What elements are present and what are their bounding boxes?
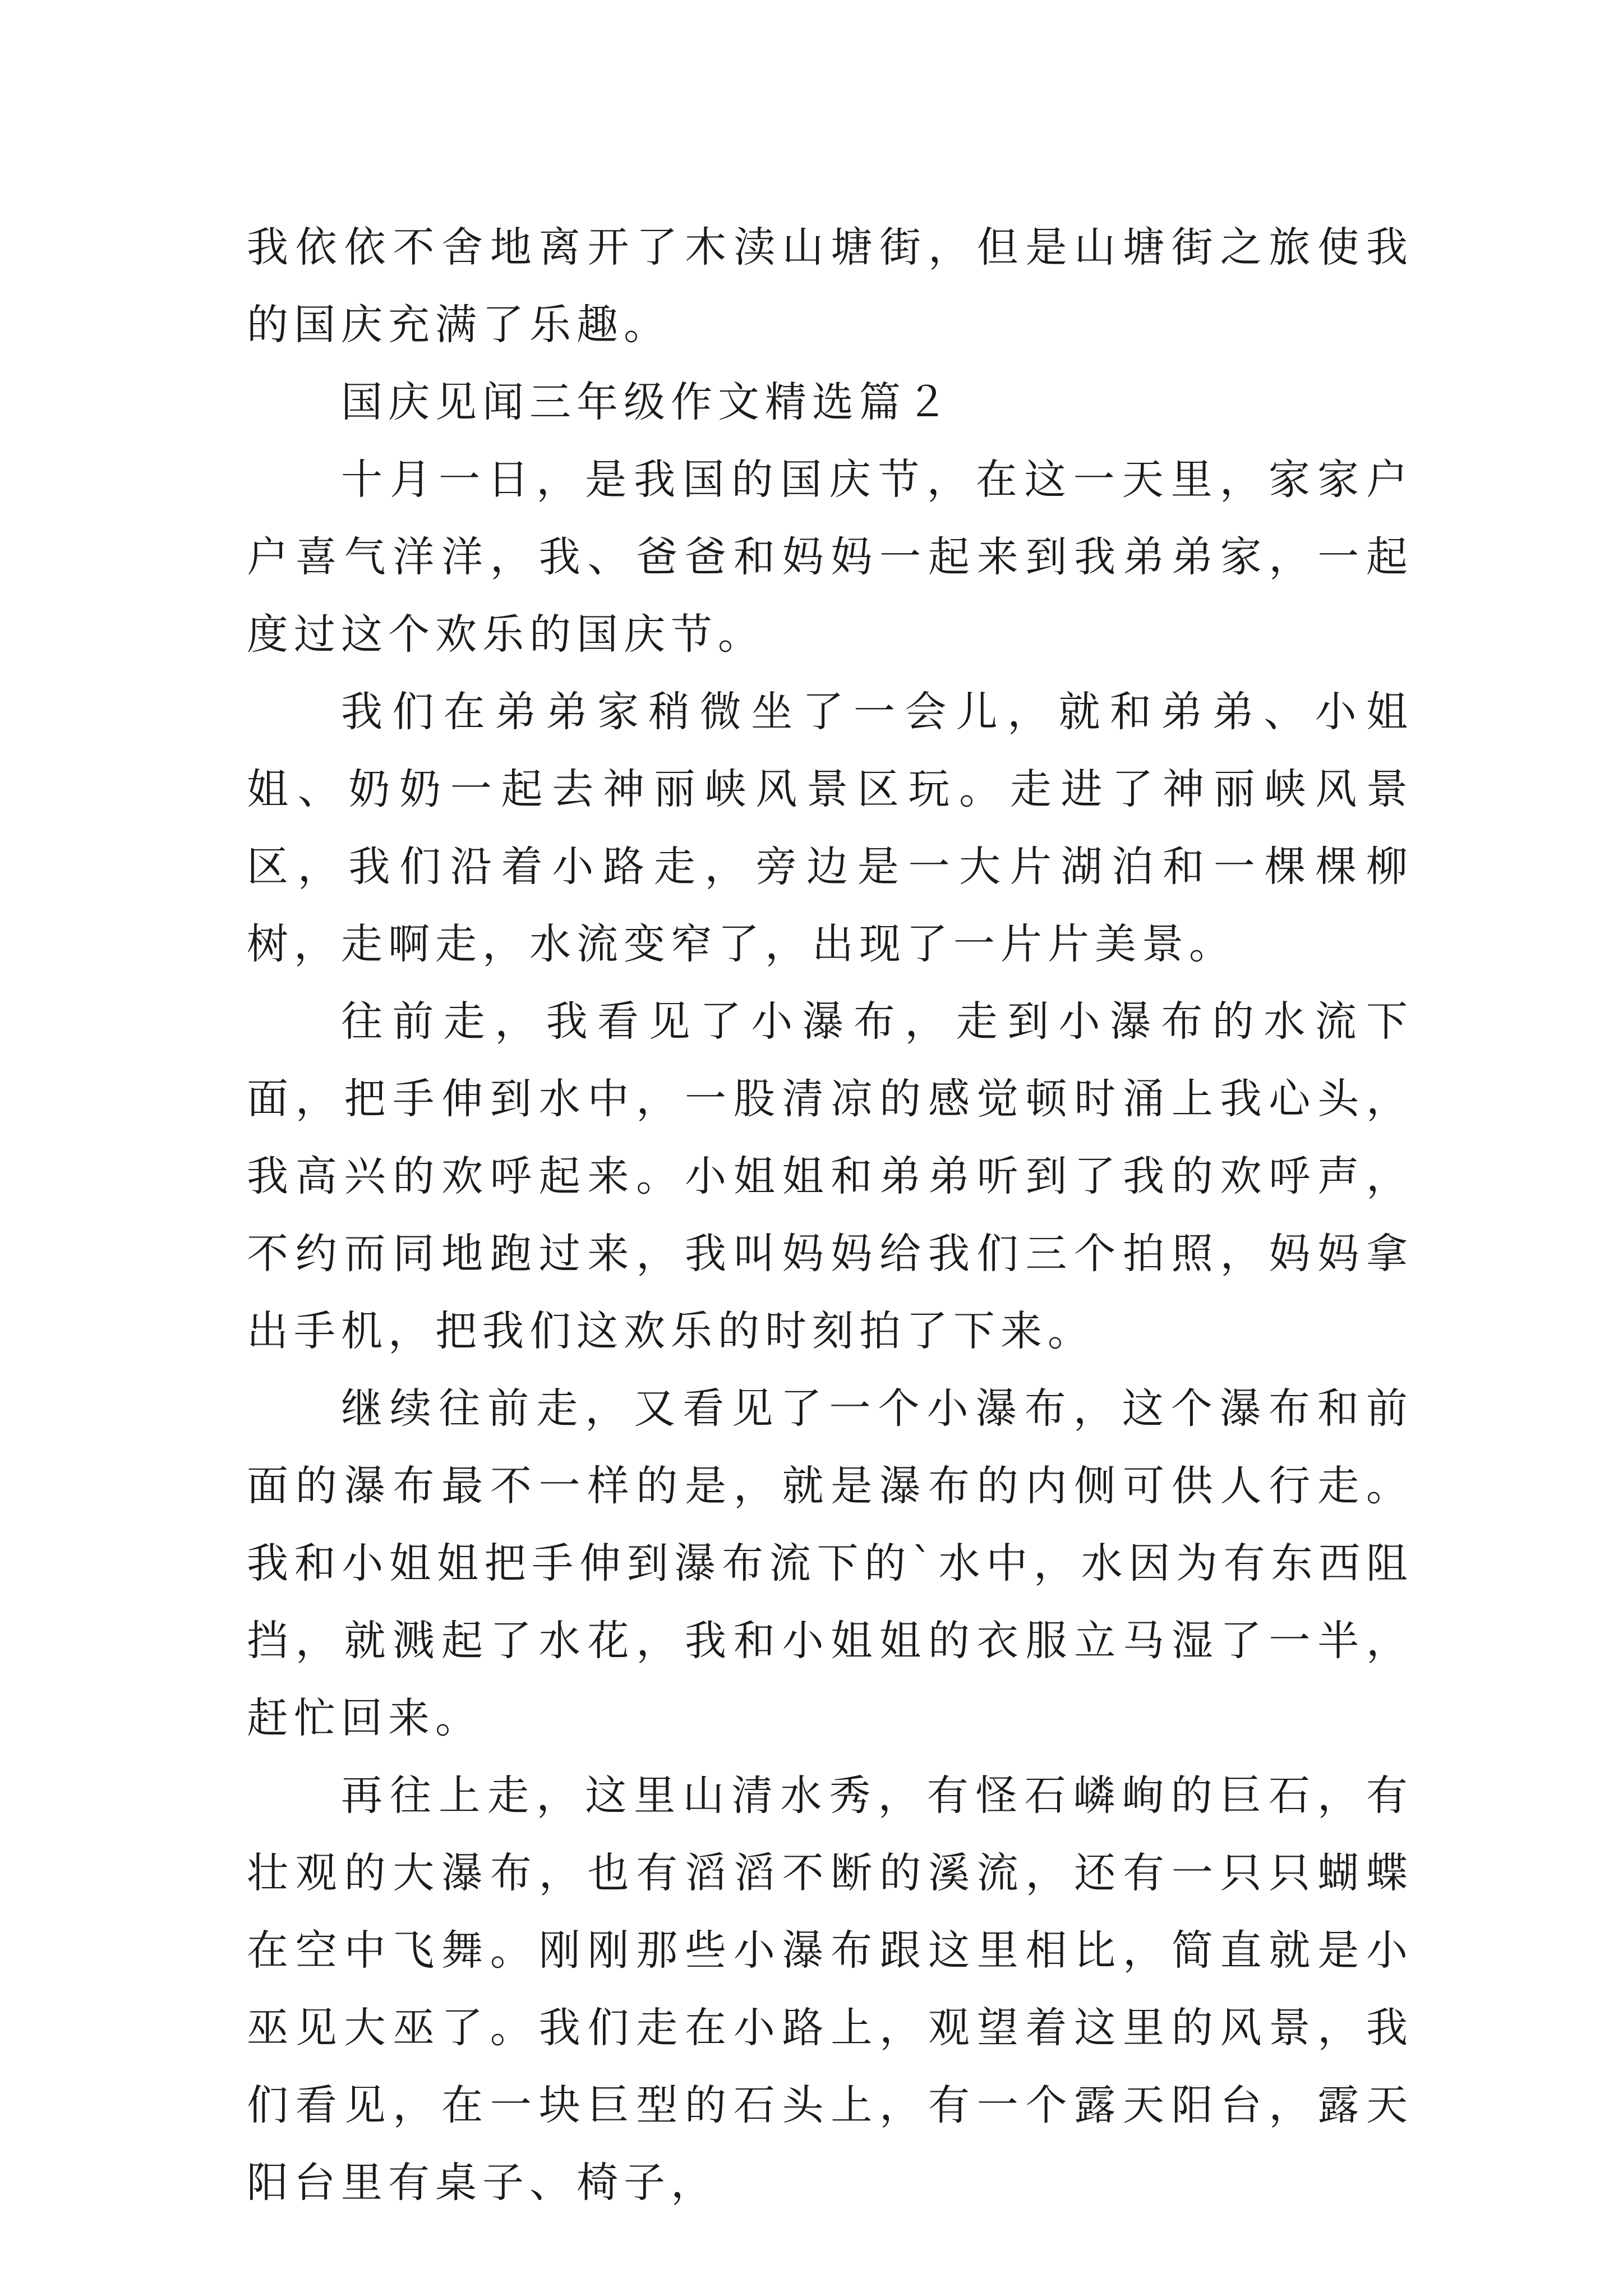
paragraph-closing-line: 我依依不舍地离开了木渎山塘街，但是山塘街之旅使我的国庆充满了乐趣。 <box>247 223 1413 349</box>
paragraph-small-waterfall: 往前走，我看见了小瀑布，走到小瀑布的水流下面，把手伸到水中，一股清凉的感觉顿时涌上我心头，我高兴的欢呼起来。小姐姐和弟弟听到了我的欢呼声，不约而同地跑过来，我叫妈妈给我们三个拍照，妈妈拿出手机，把我们这欢乐的时刻拍了下来。 <box>247 997 1413 1355</box>
paragraph-big-waterfall: 再往上走，这里山清水秀，有怪石嶙峋的巨石，有壮观的大瀑布，也有滔滔不断的溪流，还有一只只蝴蝶在空中飞舞。刚刚那些小瀑布跟这里相比，简直就是小巫见大巫了。我们走在小路上，观望着这里的风景，我们看见，在一块巨型的石头上，有一个露天阳台，露天阳台里有桌子、椅子， <box>247 1772 1413 2207</box>
paragraph-second-waterfall: 继续往前走，又看见了一个小瀑布，这个瀑布和前面的瀑布最不一样的是，就是瀑布的内侧可供人行走。我和小姐姐把手伸到瀑布流下的`水中，水因为有东西阻挡，就溅起了水花，我和小姐姐的衣服立马湿了一半，赶忙回来。 <box>247 1384 1413 1742</box>
paragraph-national-day: 十月一日，是我国的国庆节，在这一天里，家家户户喜气洋洋，我、爸爸和妈妈一起来到我弟弟家，一起度过这个欢乐的国庆节。 <box>247 455 1413 659</box>
section-heading: 国庆见闻三年级作文精选篇２ <box>341 378 953 426</box>
document-body <box>247 209 1413 2221</box>
paragraph-scenic-area: 我们在弟弟家稍微坐了一会儿，就和弟弟、小姐姐、奶奶一起去神丽峡风景区玩。走进了神丽峡风景区，我们沿着小路走，旁边是一大片湖泊和一棵棵柳树，走啊走，水流变窄了，出现了一片片美景。 <box>247 688 1413 968</box>
